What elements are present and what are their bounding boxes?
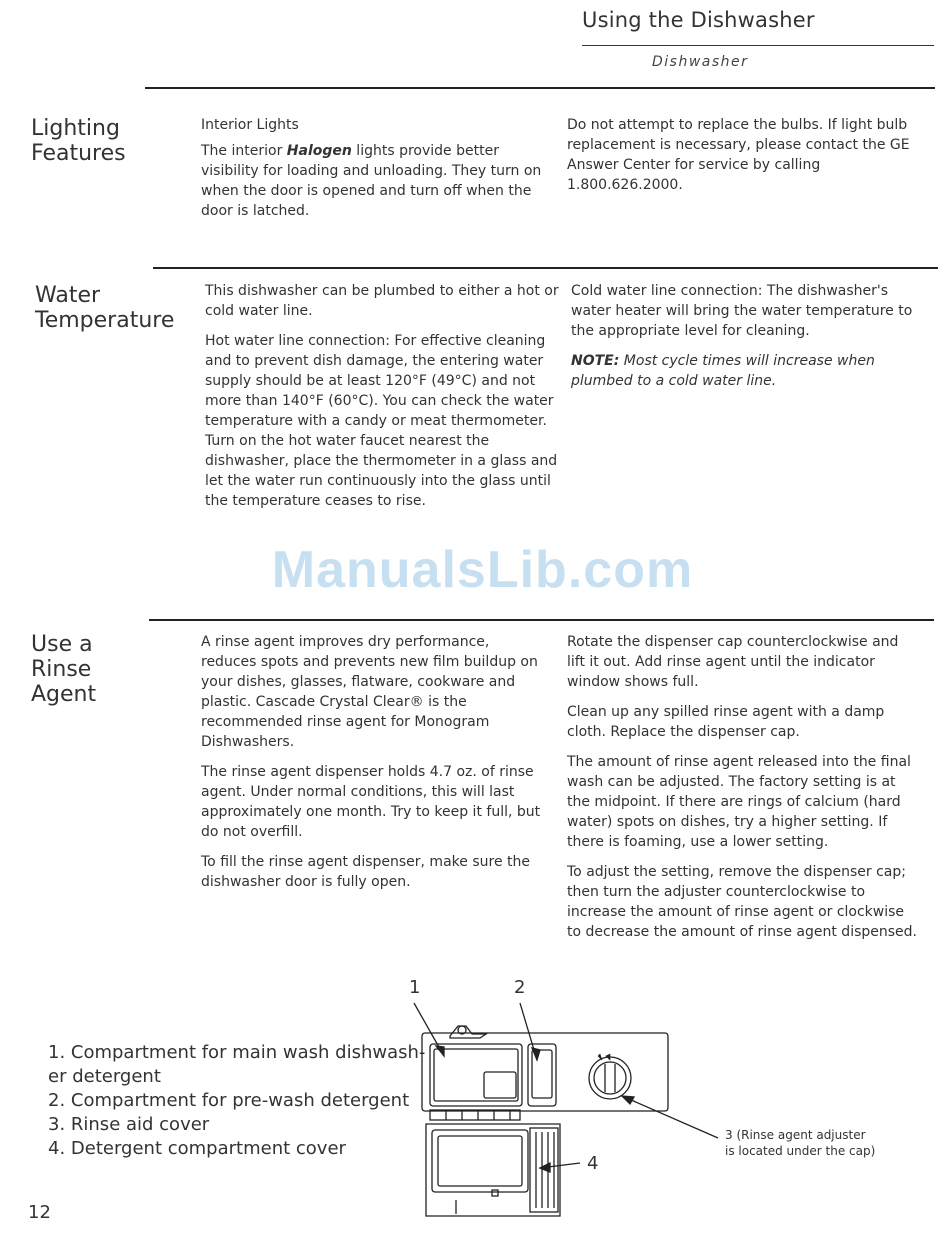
section-title-line: Rinse (31, 657, 92, 682)
cover-hinge (450, 1026, 486, 1038)
detergent-cover (426, 1124, 560, 1216)
section-title-line: Use a (31, 632, 93, 657)
header-rule-long (145, 87, 935, 89)
rinse-left-column (201, 632, 541, 902)
water-paragraph: Cold water line connection: The dishwasher's water heater will bring the water temperature to the appropriate level for cleaning. (571, 283, 913, 339)
section-title-water (35, 283, 174, 333)
section-title-rinse (31, 632, 96, 707)
callout-2: 2 (514, 977, 526, 998)
water-left-column (205, 281, 560, 521)
lighting-right-column (567, 115, 917, 205)
water-paragraph: This dishwasher can be plumbed to either a hot or cold water line. (205, 283, 559, 319)
page-header-title: Using the Dishwasher (582, 8, 815, 32)
note-line: 3 (Rinse agent adjuster (725, 1128, 866, 1142)
lighting-paragraph: The interior Halogen lights provide better visibility for loading and unloading. They turn on when the door is opened and turn off when the door is latched. (201, 143, 542, 219)
rinse-paragraph: To fill the rinse agent dispenser, make sure the dishwasher door is fully open. (201, 854, 530, 890)
rinse-adjuster-note (725, 1127, 875, 1159)
legend-item: 3. Rinse aid cover (48, 1114, 210, 1135)
section-rule-water (153, 267, 938, 269)
water-note: NOTE: Most cycle times will increase when plumbed to a cold water line. (571, 353, 875, 389)
header-rule-short (582, 45, 934, 46)
rinse-right-column (567, 632, 917, 952)
arrowhead (436, 1046, 444, 1056)
note-label: NOTE: (571, 353, 620, 369)
water-right-column (571, 281, 916, 401)
rinse-paragraph: To adjust the setting, remove the dispenser cap; then turn the adjuster counterclockwise to increase the amount of rinse agent or clockwise to decrease the amount of rinse agent dispensed. (567, 864, 917, 940)
rinse-aid-cap (589, 1057, 631, 1099)
section-title-line: Temperature (35, 308, 175, 333)
section-rule-rinse (149, 619, 934, 621)
diagram-legend (48, 1041, 426, 1161)
callout-4: 4 (587, 1153, 599, 1174)
callout-1: 1 (409, 977, 421, 998)
rinse-paragraph: Rotate the dispenser cap counterclockwise and lift it out. Add rinse agent until the indicator window shows full. (567, 634, 899, 690)
section-title-lighting (31, 116, 126, 166)
lighting-heading: Interior Lights (201, 117, 299, 133)
water-paragraph: Hot water line connection: For effective cleaning and to prevent dish damage, the entering water supply should be at least 120°F (49°C) and not more than 140°F (60°C). You can check the water temperature with a candy or meat thermometer. Turn on the hot water faucet nearest the dishwasher, place the thermometer in a glass and let the water run continuously into the glass until the temperature ceases to rise. (205, 333, 558, 509)
legend-item: er detergent (48, 1066, 161, 1087)
page-header-subtitle: Dishwasher (652, 54, 749, 70)
section-title-line: Agent (31, 682, 97, 707)
section-title-line: Lighting (31, 116, 120, 141)
note-line: is located under the cap) (725, 1144, 876, 1158)
section-title-line: Features (31, 141, 126, 166)
callout-leader-3 (622, 1096, 718, 1138)
lighting-bulb-paragraph: Do not attempt to replace the bulbs. If light bulb replacement is necessary, please contact the GE Answer Center for service by calling 1.800.626.2000. (567, 117, 910, 193)
legend-item: 1. Compartment for main wash dishwash- (48, 1042, 426, 1063)
arrowhead (622, 1096, 634, 1104)
watermark: ManualsLib.com (271, 541, 694, 599)
rinse-paragraph: A rinse agent improves dry performance, reduces spots and prevents new film buildup on your dishes, glasses, flatware, cookware and plastic. Cascade Crystal Clear® is the recommended rinse agent for Monogram Dishwashers. (201, 634, 538, 750)
lighting-left-column (201, 115, 556, 231)
dispenser-diagram (400, 1000, 730, 1225)
halogen-emphasis: Halogen (286, 143, 352, 159)
rinse-paragraph: Clean up any spilled rinse agent with a damp cloth. Replace the dispenser cap. (567, 704, 885, 740)
rinse-paragraph: The rinse agent dispenser holds 4.7 oz. of rinse agent. Under normal conditions, this will last approximately one month. Try to keep it full, but do not overfill. (201, 764, 541, 840)
section-title-line: Water (35, 283, 101, 308)
legend-item: 2. Compartment for pre-wash detergent (48, 1090, 410, 1111)
legend-item: 4. Detergent compartment cover (48, 1138, 346, 1159)
page-number: 12 (28, 1202, 51, 1223)
rinse-paragraph: The amount of rinse agent released into the final wash can be adjusted. The factory setting is at the midpoint. If there are rings of calcium (hard water) spots on dishes, try a higher setting. If there is foaming, use a lower setting. (567, 754, 911, 850)
